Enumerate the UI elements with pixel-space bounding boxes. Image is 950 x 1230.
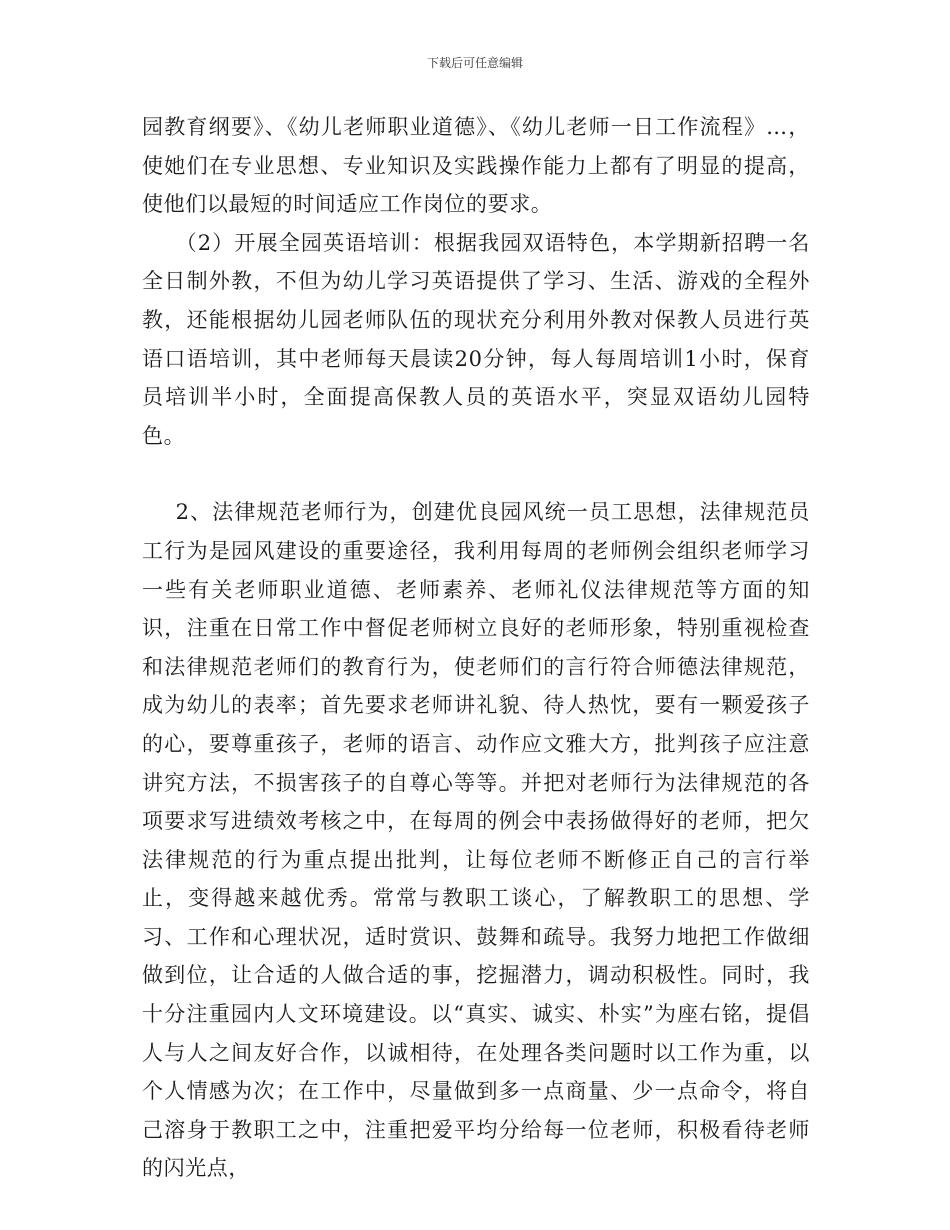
paragraph-english-training: （2）开展全园英语培训：根据我园双语特色，本学期新招聘一名全日制外教，不但为幼儿学习英语提供了学习、生活、游戏的全程外教，还能根据幼儿园老师队伍的现状充分利用外教对保教人员进行英语口语培训，其中老师每天晨读20分钟，每人每周培训1小时，保育员培训半小时，全面提高保教人员的英语水平，突显双语幼儿园特色。 [142,230,810,448]
paragraph-teacher-conduct: 2、法律规范老师行为，创建优良园风统一员工思想，法律规范员工行为是园风建设的重要途径，我利用每周的老师例会组织老师学习一些有关老师职业道德、老师素养、老师礼仪法律规范等方面的知识，注重在日常工作中督促老师树立良好的老师形象，特别重视检查和法律规范老师们的教育行为，使老师们的言行符合师德法律规范，成为幼儿的表率；首先要求老师讲礼貌、待人热忱，要有一颗爱孩子的心，要尊重孩子，老师的语言、动作应文雅大方，批判孩子应注意讲究方法，不损害孩子的自尊心等等。并把对老师行为法律规范的各项要求写进绩效考核之中，在每周的例会中表扬做得好的老师，把欠法律规范的行为重点提出批判，让每位老师不断修正自己的言行举止，变得越来越优秀。常常与教职工谈心，了解教职工的思想、学习、工作和心理状况，适时赏识、鼓舞和疏导。我努力地把工作做细做到位，让合适的人做合适的事，挖掘潜力，调动积极性。同时，我十分注重园内人文环境建设。以“真实、诚实、朴实”为座右铭，提倡人与人之间友好合作，以诚相待，在处理各类问题时以工作为重，以个人情感为次；在工作中，尽量做到多一点商量、少一点命令，将自己溶身于教职工之中，注重把爱平均分给每一位老师，积极看待老师的闪光点， [142,500,810,1181]
document-body [142,108,810,1188]
paragraph-continuation: 园教育纲要》、《幼儿老师职业道德》、《幼儿老师一日工作流程》…，使她们在专业思想、专业知识及实践操作能力上都有了明显的提高，使他们以最短的时间适应工作岗位的要求。 [142,115,810,217]
paragraph-gap [142,455,810,493]
page-header: 下载后可任意编辑 [426,56,523,70]
